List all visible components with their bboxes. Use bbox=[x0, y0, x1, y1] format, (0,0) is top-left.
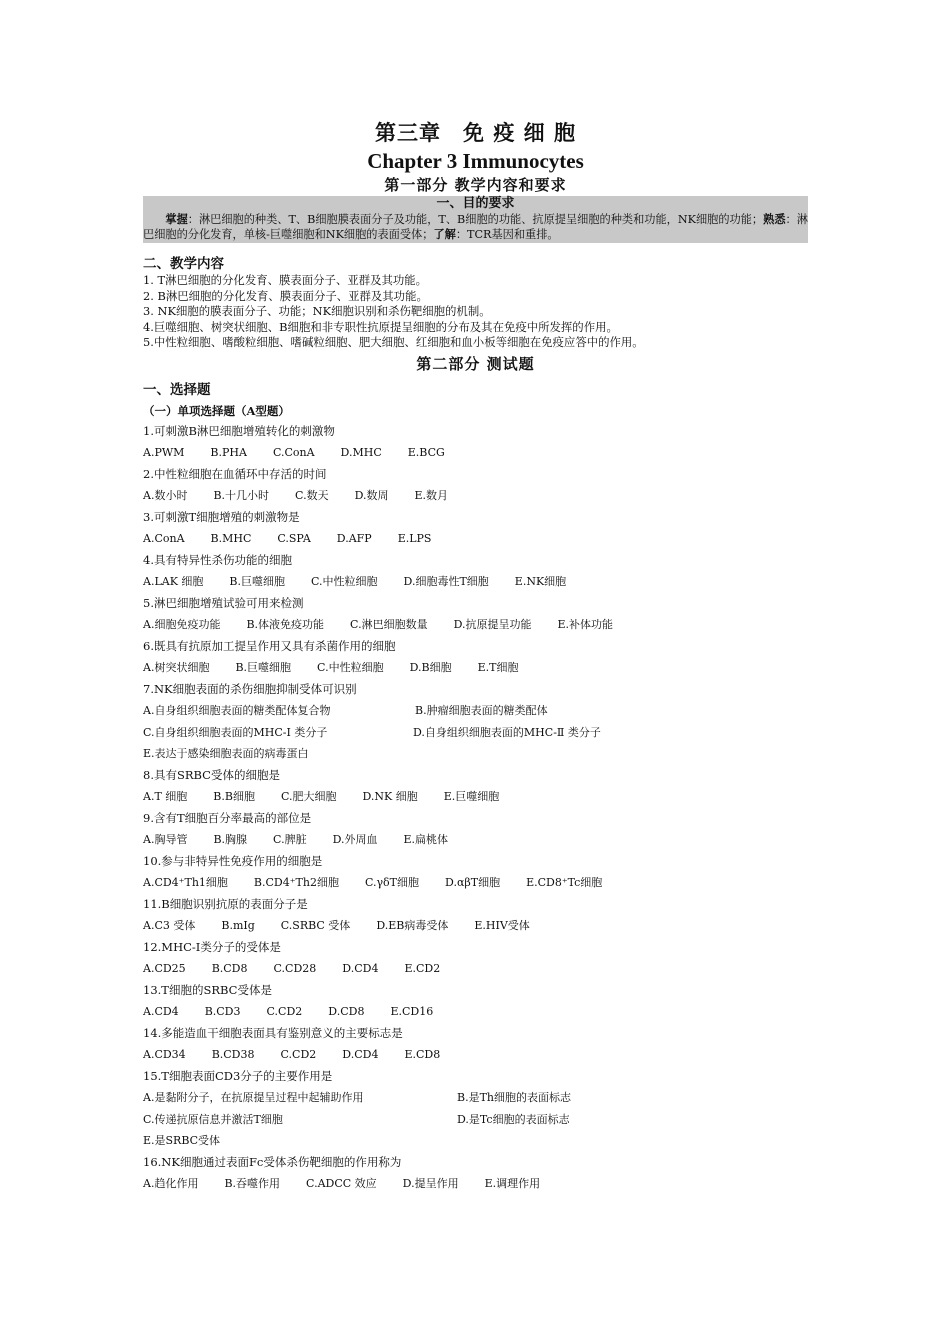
content-list bbox=[143, 273, 808, 351]
option-text: A.细胞免疫功能 bbox=[143, 618, 221, 631]
question-stem: 8.具有SRBC受体的细胞是 bbox=[143, 767, 280, 782]
content-item: 4.巨噬细胞、树突状细胞、B细胞和非专职性抗原提呈细胞的分布及其在免疫中所发挥的作用。 bbox=[143, 319, 618, 334]
option-row bbox=[143, 571, 808, 593]
option-text: A.自身组织细胞表面的糖类配体复合物 bbox=[143, 704, 331, 717]
option-text: E.补体功能 bbox=[557, 618, 614, 631]
option-row bbox=[143, 442, 808, 464]
option-row bbox=[143, 1087, 808, 1109]
option-text: B.CD8 bbox=[211, 962, 248, 975]
content-item: 1. T淋巴细胞的分化发育、膜表面分子、亚群及其功能。 bbox=[143, 273, 428, 287]
option-text: B.B细胞 bbox=[213, 790, 255, 803]
option-text: D.自身组织细胞表面的MHC-Ⅱ 类分子 bbox=[413, 725, 601, 739]
chapter-title-cn: 第三章 免 疫 细 胞 bbox=[375, 120, 576, 145]
option-text: E.CD16 bbox=[390, 1005, 434, 1018]
option-row bbox=[143, 1109, 808, 1131]
option-text: C.淋巴细胞数量 bbox=[350, 618, 428, 631]
option-text: E.CD2 bbox=[404, 962, 441, 975]
objectives-heading: 一、目的要求 bbox=[436, 196, 515, 211]
option-text: E.表达于感染细胞表面的病毒蛋白 bbox=[143, 747, 309, 760]
option-text: D.细胞毒性T细胞 bbox=[403, 575, 489, 588]
question-stem: 9.含有T细胞百分率最高的部位是 bbox=[143, 810, 312, 825]
subsection-a-type: （一）单项选择题（A型题） bbox=[143, 403, 290, 418]
understand-text: ：TCR基因和重排。 bbox=[455, 228, 559, 241]
question-stem: 6.既具有抗原加工提呈作用又具有杀菌作用的细胞 bbox=[143, 638, 396, 653]
option-row bbox=[143, 786, 808, 808]
chapter-title-en: Chapter 3 Immunocytes bbox=[367, 149, 584, 173]
option-text: C.SPA bbox=[277, 532, 311, 545]
option-text: D.抗原提呈功能 bbox=[453, 618, 532, 631]
option-text: D.αβT细胞 bbox=[445, 876, 501, 889]
option-text: C.ADCC 效应 bbox=[306, 1177, 377, 1190]
question-stem: 4.具有特异性杀伤功能的细胞 bbox=[143, 552, 292, 567]
option-text: A.是黏附分子，在抗原提呈过程中起辅助作用 bbox=[143, 1091, 364, 1104]
option-row bbox=[143, 915, 808, 937]
question-list bbox=[143, 421, 808, 1195]
question-stem: 3.可刺激T细胞增殖的刺激物是 bbox=[143, 509, 300, 524]
option-text: B.肿瘤细胞表面的糖类配体 bbox=[415, 704, 548, 717]
option-row bbox=[143, 485, 808, 507]
option-text: C.脾脏 bbox=[273, 833, 307, 846]
option-row bbox=[143, 1173, 808, 1195]
option-text: A.C3 受体 bbox=[143, 919, 196, 932]
question-stem: 13.T细胞的SRBC受体是 bbox=[143, 982, 272, 997]
option-text: C.CD2 bbox=[280, 1048, 317, 1061]
option-text: A.树突状细胞 bbox=[143, 661, 210, 674]
option-text: A.ConA bbox=[143, 532, 185, 545]
part2-heading: 第二部分 测试题 bbox=[416, 354, 535, 373]
option-text: D.NK 细胞 bbox=[362, 790, 418, 803]
option-text: B.十几小时 bbox=[213, 489, 270, 502]
option-text: E.是SRBC受体 bbox=[143, 1134, 221, 1147]
option-text: A.CD4⁺Th1细胞 bbox=[143, 876, 228, 889]
question-stem: 2.中性粒细胞在血循环中存活的时间 bbox=[143, 466, 327, 481]
option-text: E.巨噬细胞 bbox=[443, 790, 500, 803]
label-familiar: 熟悉 bbox=[763, 212, 786, 226]
option-text: C.CD2 bbox=[266, 1005, 303, 1018]
option-row bbox=[143, 1044, 808, 1066]
option-text: C.中性粒细胞 bbox=[311, 575, 378, 588]
option-row bbox=[143, 657, 808, 679]
option-text: C.数天 bbox=[295, 489, 329, 502]
option-text: A.数小时 bbox=[143, 489, 188, 502]
option-row bbox=[143, 872, 808, 894]
option-text: E.调理作用 bbox=[484, 1177, 541, 1190]
option-text: D.是Tc细胞的表面标志 bbox=[457, 1112, 570, 1126]
part1-heading: 第一部分 教学内容和要求 bbox=[384, 176, 567, 194]
option-text: D.数周 bbox=[354, 489, 389, 502]
option-text: E.数月 bbox=[414, 489, 449, 502]
option-row bbox=[143, 1130, 808, 1152]
option-text: C.自身组织细胞表面的MHC-Ⅰ 类分子 bbox=[143, 725, 328, 739]
familiar-text: ：淋巴细胞的分化发育，单核-巨噬细胞和NK细胞的表面受体； bbox=[143, 213, 808, 241]
option-row bbox=[143, 829, 808, 851]
question-stem: 11.B细胞识别抗原的表面分子是 bbox=[143, 896, 308, 911]
option-text: B.CD3 bbox=[204, 1005, 241, 1018]
content-item: 5.中性粒细胞、嗜酸粒细胞、嗜碱粒细胞、肥大细胞、红细胞和血小板等细胞在免疫应答中的作用。 bbox=[143, 335, 644, 349]
option-text: E.HIV受体 bbox=[474, 919, 530, 932]
option-text: B.体液免疫功能 bbox=[246, 618, 325, 631]
option-text: D.MHC bbox=[340, 446, 382, 459]
option-text: E.CD8 bbox=[404, 1048, 441, 1061]
option-text: C.传递抗原信息并激活T细胞 bbox=[143, 1112, 283, 1126]
option-text: E.BCG bbox=[407, 446, 445, 459]
option-text: B.PHA bbox=[210, 446, 247, 459]
document-page bbox=[143, 118, 808, 1195]
option-text: A.CD25 bbox=[143, 962, 186, 975]
option-text: E.CD8⁺Tc细胞 bbox=[526, 876, 603, 889]
option-text: B.MHC bbox=[210, 532, 252, 545]
option-row bbox=[143, 528, 808, 550]
option-text: E.T细胞 bbox=[477, 661, 519, 674]
option-text: E.LPS bbox=[397, 532, 432, 545]
option-text: A.CD4 bbox=[143, 1005, 179, 1018]
option-text: D.外周血 bbox=[332, 833, 378, 846]
objectives-text bbox=[143, 212, 808, 243]
option-text: A.胸导管 bbox=[143, 833, 188, 846]
option-row bbox=[143, 1001, 808, 1023]
objectives-box bbox=[143, 196, 808, 243]
question-stem: 14.多能造血干细胞表面具有鉴别意义的主要标志是 bbox=[143, 1025, 403, 1040]
question-stem: 1.可刺激B淋巴细胞增殖转化的刺激物 bbox=[143, 423, 335, 438]
option-text: B.胸腺 bbox=[213, 833, 248, 846]
option-text: D.提呈作用 bbox=[402, 1177, 459, 1190]
option-row bbox=[143, 700, 808, 722]
question-stem: 12.MHC-I类分子的受体是 bbox=[143, 939, 281, 954]
option-text: A.趋化作用 bbox=[143, 1177, 199, 1190]
option-text: B.是Th细胞的表面标志 bbox=[457, 1091, 572, 1104]
option-row bbox=[143, 743, 808, 765]
option-text: C.中性粒细胞 bbox=[317, 661, 384, 674]
option-text: C.γδT细胞 bbox=[364, 876, 420, 889]
content-item: 3. NK细胞的膜表面分子、功能；NK细胞识别和杀伤靶细胞的机制。 bbox=[143, 304, 491, 318]
option-text: B.CD4⁺Th2细胞 bbox=[253, 876, 339, 889]
option-text: B.mIg bbox=[221, 919, 255, 932]
option-text: C.肥大细胞 bbox=[280, 790, 337, 803]
option-text: B.巨噬细胞 bbox=[235, 661, 292, 674]
master-text: ：淋巴细胞的种类、T、B细胞膜表面分子及功能，T、B细胞的功能、抗原提呈细胞的种类和功能，NK细胞的功能； bbox=[187, 213, 764, 226]
question-stem: 7.NK细胞表面的杀伤细胞抑制受体可识别 bbox=[143, 681, 357, 696]
section-choice-heading: 一、选择题 bbox=[143, 381, 211, 398]
content-item: 2. B淋巴细胞的分化发育、膜表面分子、亚群及其功能。 bbox=[143, 288, 428, 303]
content-heading: 二、教学内容 bbox=[143, 256, 224, 272]
question-stem: 10.参与非特异性免疫作用的细胞是 bbox=[143, 853, 323, 868]
option-text: D.CD4 bbox=[342, 962, 379, 975]
option-text: E.NK细胞 bbox=[514, 575, 567, 588]
option-text: B.巨噬细胞 bbox=[229, 575, 285, 588]
label-master: 掌握 bbox=[165, 212, 188, 226]
option-text: A.LAK 细胞 bbox=[143, 575, 204, 588]
option-text: D.CD8 bbox=[328, 1005, 365, 1018]
option-row bbox=[143, 958, 808, 980]
option-text: B.吞噬作用 bbox=[224, 1177, 281, 1190]
question-stem: 15.T细胞表面CD3分子的主要作用是 bbox=[143, 1068, 333, 1083]
option-row bbox=[143, 614, 808, 636]
option-row bbox=[143, 722, 808, 744]
option-text: A.PWM bbox=[143, 446, 185, 459]
option-text: A.T 细胞 bbox=[143, 790, 188, 803]
label-understand: 了解 bbox=[433, 227, 456, 241]
question-stem: 5.淋巴细胞增殖试验可用来检测 bbox=[143, 595, 304, 610]
option-text: A.CD34 bbox=[143, 1048, 186, 1061]
option-text: D.AFP bbox=[336, 532, 372, 545]
option-text: E.扁桃体 bbox=[403, 833, 449, 846]
option-text: C.CD28 bbox=[273, 962, 317, 975]
option-text: C.ConA bbox=[272, 446, 315, 459]
option-text: D.CD4 bbox=[342, 1048, 379, 1061]
question-stem: 16.NK细胞通过表面Fc受体杀伤靶细胞的作用称为 bbox=[143, 1154, 402, 1169]
option-text: D.B细胞 bbox=[409, 661, 452, 674]
option-text: D.EB病毒受体 bbox=[376, 919, 449, 932]
option-text: B.CD38 bbox=[211, 1048, 255, 1061]
option-text: C.SRBC 受体 bbox=[280, 919, 351, 932]
